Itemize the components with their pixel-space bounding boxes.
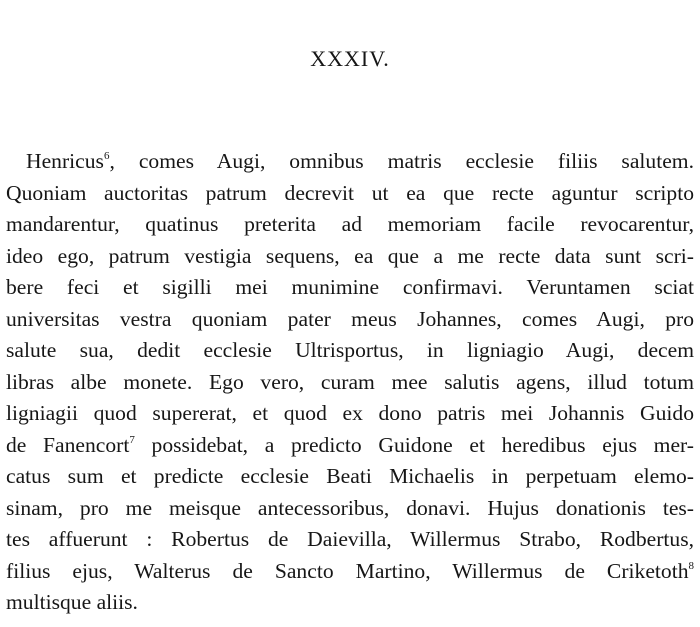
text-line (6, 209, 694, 241)
text-line (6, 524, 694, 556)
text-segment: libras albe monete. Ego vero, curam mee salutis agens, illud totum (6, 369, 694, 394)
text-segment: ligniagii quod supererat, et quod ex dono patris mei Johannis Guido (6, 401, 694, 425)
text-line (6, 430, 694, 462)
text-segment: Henricus (26, 149, 104, 173)
text-line (6, 587, 694, 619)
charter-number-heading: XXXIV. (310, 46, 390, 71)
text-line (6, 367, 694, 399)
text-line (6, 335, 694, 367)
text-line (6, 178, 694, 210)
text-segment: de Fanencort (6, 432, 130, 457)
text-segment: possidebat, a predicto Guidone et heredibus ejus mer- (134, 432, 694, 457)
text-segment: Quoniam auctoritas patrum decrevit ut ea que recte aguntur scripto (6, 180, 694, 205)
footnote-marker: 8 (688, 559, 694, 572)
text-line (6, 304, 694, 336)
text-line (6, 398, 694, 430)
text-segment: bere feci et sigilli mei munimine confirmavi. Veruntamen sciat (6, 275, 694, 299)
text-segment: mandarentur, quatinus preterita ad memoriam facile revocarentur, (6, 212, 694, 236)
footnote-marker: 6 (103, 150, 110, 162)
text-line (6, 146, 694, 178)
footnote-marker: 7 (129, 433, 135, 446)
text-line (6, 461, 694, 493)
text-line (6, 493, 694, 525)
text-segment: universitas vestra quoniam pater meus Johannes, comes Augi, pro (6, 306, 694, 331)
charter-text (6, 146, 694, 619)
text-segment: sinam, pro me meisque antecessoribus, donavi. Hujus donationis tes- (6, 495, 694, 520)
text-segment: filius ejus, Walterus de Sancto Martino, Willermus de Criketoth (6, 558, 689, 583)
text-segment: ideo ego, patrum vestigia sequens, ea que a me recte data sunt scri- (6, 243, 694, 268)
text-segment: catus sum et predicte ecclesie Beati Michaelis in perpetuam elemo- (6, 464, 694, 488)
text-line (6, 241, 694, 273)
text-line (6, 556, 694, 588)
text-segment: multisque aliis. (6, 590, 138, 614)
text-segment: tes affuerunt : Robertus de Daievilla, Willermus Strabo, Rodbertus, (6, 527, 694, 551)
text-segment: salute sua, dedit ecclesie Ultrisportus, in ligniagio Augi, decem (6, 338, 694, 362)
text-line (6, 272, 694, 304)
text-segment: , comes Augi, omnibus matris ecclesie filiis salutem. (109, 149, 694, 173)
